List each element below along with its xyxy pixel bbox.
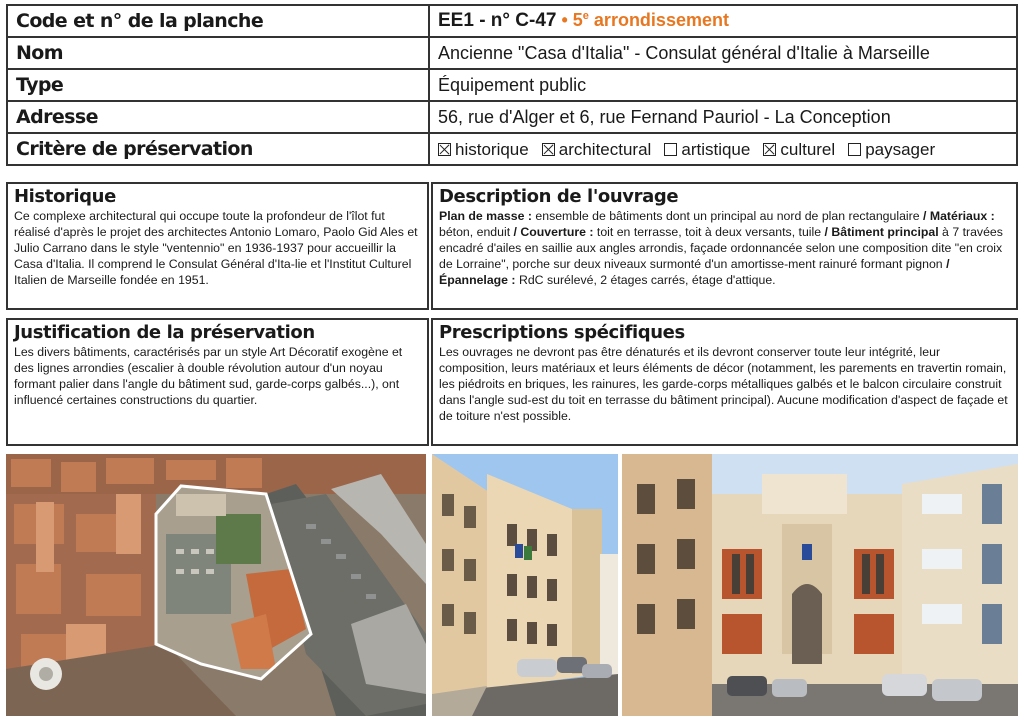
plan-text: ensemble de bâtiments dont un principal au nord de plan rectangulaire <box>531 209 923 223</box>
couverture-label: Couverture : <box>520 225 594 239</box>
materiaux-text: béton, enduit <box>439 225 514 239</box>
plan-label: Plan de masse : <box>439 209 532 223</box>
historique-title: Historique <box>14 186 116 207</box>
critere-culturel <box>763 140 835 159</box>
critere-culturel-label: culturel <box>780 139 836 159</box>
description-text <box>439 208 1010 288</box>
adresse-value: 56, rue d'Alger et 6, rue Fernand Pauriol - La Conception <box>429 101 1017 133</box>
critere-paysager-label: paysager <box>865 139 936 159</box>
type-value: Équipement public <box>429 69 1017 101</box>
row-adresse <box>7 101 1017 133</box>
checkbox-architectural <box>542 143 555 156</box>
row-nom <box>7 37 1017 69</box>
description-box <box>431 182 1018 310</box>
nom-value: Ancienne "Casa d'Italia" - Consulat général d'Italie à Marseille <box>429 37 1017 69</box>
row-type <box>7 69 1017 101</box>
prescriptions-box <box>431 318 1018 446</box>
header-table <box>6 4 1018 166</box>
code-value: EE1 - n° C-47 <box>438 10 557 31</box>
row-critere <box>7 133 1017 165</box>
critere-label: Critère de préservation <box>7 133 429 165</box>
critere-historique-label: historique <box>455 139 529 159</box>
critere-artistique <box>664 140 750 159</box>
checkbox-artistique <box>664 143 677 156</box>
code-label: Code et n° de la planche <box>7 5 429 37</box>
epannelage-text: RdC surélevé, 2 étages carrés, étage d'attique. <box>515 273 776 287</box>
street-photo-facade <box>622 454 1018 716</box>
criteres-cell <box>429 133 1017 165</box>
critere-paysager <box>848 140 935 159</box>
prescriptions-text: Les ouvrages ne devront pas être dénaturés et ils devront conserver toute leur intégrité, leur composition, leurs matériaux et leurs éléments de décor (notamment, les parements en travertin romain, les piédroits en briques, les rainures, les garde-corps métalliques galbés et le balcon circulaire construit dans l'angle sud-est du toit en terrasse du bâtiment principal). Aucune modification d'aspect de façade et de toiture n'est possible. <box>439 345 1008 423</box>
sep-4: / <box>946 257 950 271</box>
checkbox-paysager <box>848 143 861 156</box>
critere-historique <box>438 140 529 159</box>
code-bullet: • 5 <box>556 10 583 30</box>
type-label: Type <box>7 69 429 101</box>
checkbox-culturel <box>763 143 776 156</box>
batiment-label: Bâtiment principal <box>831 225 939 239</box>
sep-3: / <box>824 225 832 239</box>
justification-box <box>6 318 429 446</box>
historique-text: Ce complexe architectural qui occupe toute la profondeur de l'îlot fut réalisé d'après le projet des architectes Antonio Lomaro, Paolo Gid Ales et Julio Carrano dans le style "ventennio" en 1936-1937 pour accueillir la Casa d'Italia. Il comprend le Consulat Général d'Ita-lie et l'Institut Culturel Italien de Marseille fondée en 1951. <box>14 209 418 287</box>
materiaux-label: Matériaux : <box>929 209 995 223</box>
prescriptions-title: Prescriptions spécifiques <box>439 322 685 343</box>
epannelage-label: Épannelage : <box>439 273 516 287</box>
batiment-text: à 7 travées encadré d'ailes en saillie aux angles arrondis, façade ordonnancée selon une composition dite "en croix de Lorraine", porche sur deux niveaux surmonté d'un amortisse-ment rainuré formant pignon <box>439 225 1003 271</box>
critere-artistique-label: artistique <box>681 139 751 159</box>
sep-2: / <box>513 225 521 239</box>
street-photo-corner <box>432 454 618 716</box>
nom-label: Nom <box>7 37 429 69</box>
sep-1: / <box>923 209 930 223</box>
critere-architectural <box>542 140 652 159</box>
code-value-cell <box>429 5 1017 37</box>
justification-title: Justification de la préservation <box>14 322 315 343</box>
justification-text: Les divers bâtiments, caractérisés par un style Art Décoratif exogène et des lignes arrondies (escalier à double révolution autour d'un noyau formant palier dans l'angle du bâtiment sud, garde-corps galbés...), ont influencé certaines constructions du quartier. <box>14 345 403 407</box>
historique-box <box>6 182 429 310</box>
row-code <box>7 5 1017 37</box>
checkbox-historique <box>438 143 451 156</box>
aerial-photo <box>6 454 426 716</box>
code-arrondissement: arrondissement <box>588 10 729 30</box>
adresse-label: Adresse <box>7 101 429 133</box>
description-title: Description de l'ouvrage <box>439 186 679 207</box>
code-sup: e <box>582 10 589 22</box>
couverture-text: toit en terrasse, toit à deux versants, tuile <box>593 225 825 239</box>
critere-architectural-label: architectural <box>558 139 652 159</box>
